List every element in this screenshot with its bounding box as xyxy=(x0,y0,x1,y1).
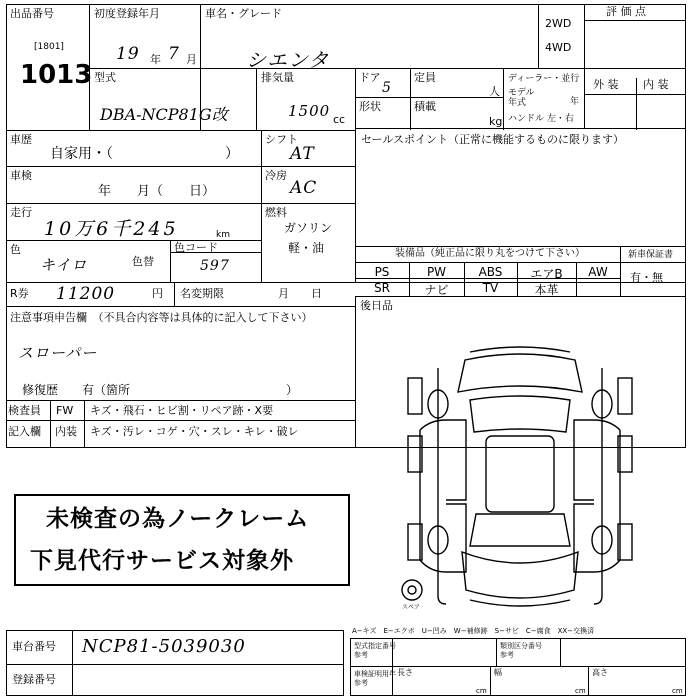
equipment-airbag: エアB xyxy=(530,267,563,281)
color-code-label: 色コード xyxy=(174,241,218,254)
equipment-pw: PW xyxy=(426,265,447,279)
divider xyxy=(72,630,73,696)
chassis-label: 車台番号 xyxy=(12,640,56,653)
first-registration-label: 初度登録年月 xyxy=(94,7,160,20)
shape-label: 形状 xyxy=(359,100,381,113)
lot-number: 1013 xyxy=(20,60,93,90)
color-change-label: 色替 xyxy=(132,255,154,268)
equipment-sr: SR xyxy=(374,281,390,295)
door-value: 5 xyxy=(382,80,392,96)
fuel-label: 燃料 xyxy=(265,206,287,219)
sales-point-label: セールスポイント（正常に機能するものに限ります） xyxy=(361,133,625,146)
width-label: 幅 xyxy=(494,668,502,677)
lot-number-label: 出品番号 xyxy=(10,7,54,20)
length-label: 長さ xyxy=(397,668,413,677)
shift-label: シフト xyxy=(265,133,298,146)
model-year-label: モデル 年式 xyxy=(508,88,535,108)
capacity-unit: 人 xyxy=(489,85,500,98)
fuel-diesel: 軽・油 xyxy=(288,241,325,255)
history-value: 自家用・（ ） xyxy=(50,146,239,162)
inspection-label: 車検 xyxy=(10,169,32,182)
mileage-value: 10万6千245 xyxy=(44,218,179,240)
inspection-value: 年 月（ 日） xyxy=(98,184,216,199)
equipment-header: 装備品（純正品に限り丸をつけて下さい） xyxy=(395,248,585,259)
certificate-label: 車検証明用年 参考 xyxy=(354,670,396,687)
notes-label: 注意事項申告欄 （不具合内容等は具体的に記入して下さい） xyxy=(10,311,313,324)
width-unit: cm xyxy=(575,687,586,695)
month-unit: 月 xyxy=(186,53,197,66)
inspector-label-2: 記入欄 xyxy=(8,425,41,438)
recycle-value: 11200 xyxy=(56,284,116,304)
name-change-value: 月 日 xyxy=(278,287,322,300)
history-label: 車歴 xyxy=(10,133,32,146)
kg-unit: kg xyxy=(489,115,503,128)
notes-value: スローパー xyxy=(18,344,98,362)
warranty-label: 新車保証書 xyxy=(628,250,674,260)
shift-value: AT xyxy=(290,144,315,164)
handle-label: ハンドル 左・右 xyxy=(508,114,574,124)
door-label: ドア xyxy=(359,71,381,84)
divider xyxy=(560,638,561,666)
color-label: 色 xyxy=(10,243,21,256)
fw-text: キズ・飛石・ヒビ割・リペア跡・X要 xyxy=(90,404,274,417)
interior-label: 内 装 xyxy=(643,78,669,91)
interior-check-label: 内装 xyxy=(55,425,77,438)
divider xyxy=(490,666,491,696)
banner-line-1: 未検査の為ノークレーム xyxy=(46,506,310,532)
chassis-value: NCP81-5039030 xyxy=(82,636,246,657)
capacity-label: 定員 xyxy=(414,71,436,84)
yen-unit: 円 xyxy=(152,287,163,300)
name-change-label: 名変期限 xyxy=(180,287,224,300)
warranty-value: 有・無 xyxy=(630,271,663,284)
exterior-label: 外 装 xyxy=(593,78,619,91)
fw-label: FW xyxy=(56,404,74,417)
drive-2wd: 2WD xyxy=(545,17,572,30)
length-unit: cm xyxy=(476,687,487,695)
aircon-value: AC xyxy=(290,178,318,198)
drive-4wd: 4WD xyxy=(545,41,572,54)
model-label: 型式 xyxy=(94,71,116,84)
category-label: 類別区分番号 参考 xyxy=(500,642,542,659)
cc-unit: cc xyxy=(333,113,346,126)
height-label: 高さ xyxy=(592,668,608,677)
registration-label: 登録番号 xyxy=(12,673,56,686)
load-label: 積載 xyxy=(414,100,436,113)
year-unit: 年 xyxy=(150,53,161,66)
banner-line-2: 下見代行サービス対象外 xyxy=(30,548,294,574)
interior-check-text: キズ・汚レ・コゲ・穴・スレ・キレ・破レ xyxy=(90,425,299,438)
car-name: シエンタ xyxy=(246,48,330,72)
divider xyxy=(588,666,589,696)
color-value: キイロ xyxy=(40,256,88,274)
equipment-tv: TV xyxy=(482,281,499,295)
first-registration-month: 7 xyxy=(168,44,180,64)
spare-label: スペア xyxy=(402,604,421,611)
model-year-unit: 年 xyxy=(570,97,580,107)
color-code-value: 597 xyxy=(200,258,230,274)
first-registration-year: 19 xyxy=(116,44,140,64)
car-name-label: 車名・グレード xyxy=(205,7,282,20)
dealer-label: ディーラー・並行 xyxy=(508,74,580,84)
displacement-value: 1500 xyxy=(288,102,331,120)
divider xyxy=(6,664,344,665)
km-unit: km xyxy=(216,230,230,240)
model-value: DBA-NCP81G改 xyxy=(100,105,228,124)
equipment-abs: ABS xyxy=(478,265,503,279)
height-unit: cm xyxy=(672,687,683,695)
fuel-gasoline: ガソリン xyxy=(284,221,333,235)
damage-legend: A−キズ E−エクボ U−凹み W−補修跡 S−サビ C−腐食 XX−交換済 xyxy=(352,627,595,635)
designation-label: 型式指定番号 参考 xyxy=(354,642,396,659)
inspector-label-1: 検査員 xyxy=(8,404,41,417)
equipment-ps: PS xyxy=(374,265,390,279)
recycle-label: R券 xyxy=(10,287,29,300)
divider xyxy=(496,638,497,666)
aircon-label: 冷房 xyxy=(265,169,287,182)
repair-label: 修復歴 有（箇所 ） xyxy=(22,383,299,397)
rear-item-label: 後日品 xyxy=(360,299,393,312)
score-label: 評 価 点 xyxy=(606,5,646,18)
mileage-label: 走行 xyxy=(10,206,32,219)
equipment-leather: 本革 xyxy=(534,283,559,297)
displacement-label: 排気量 xyxy=(261,71,294,84)
equipment-aw: AW xyxy=(588,265,608,279)
equipment-navi: ナビ xyxy=(424,283,449,297)
lot-sub-number: [1801] xyxy=(34,42,64,52)
divider xyxy=(350,666,686,667)
